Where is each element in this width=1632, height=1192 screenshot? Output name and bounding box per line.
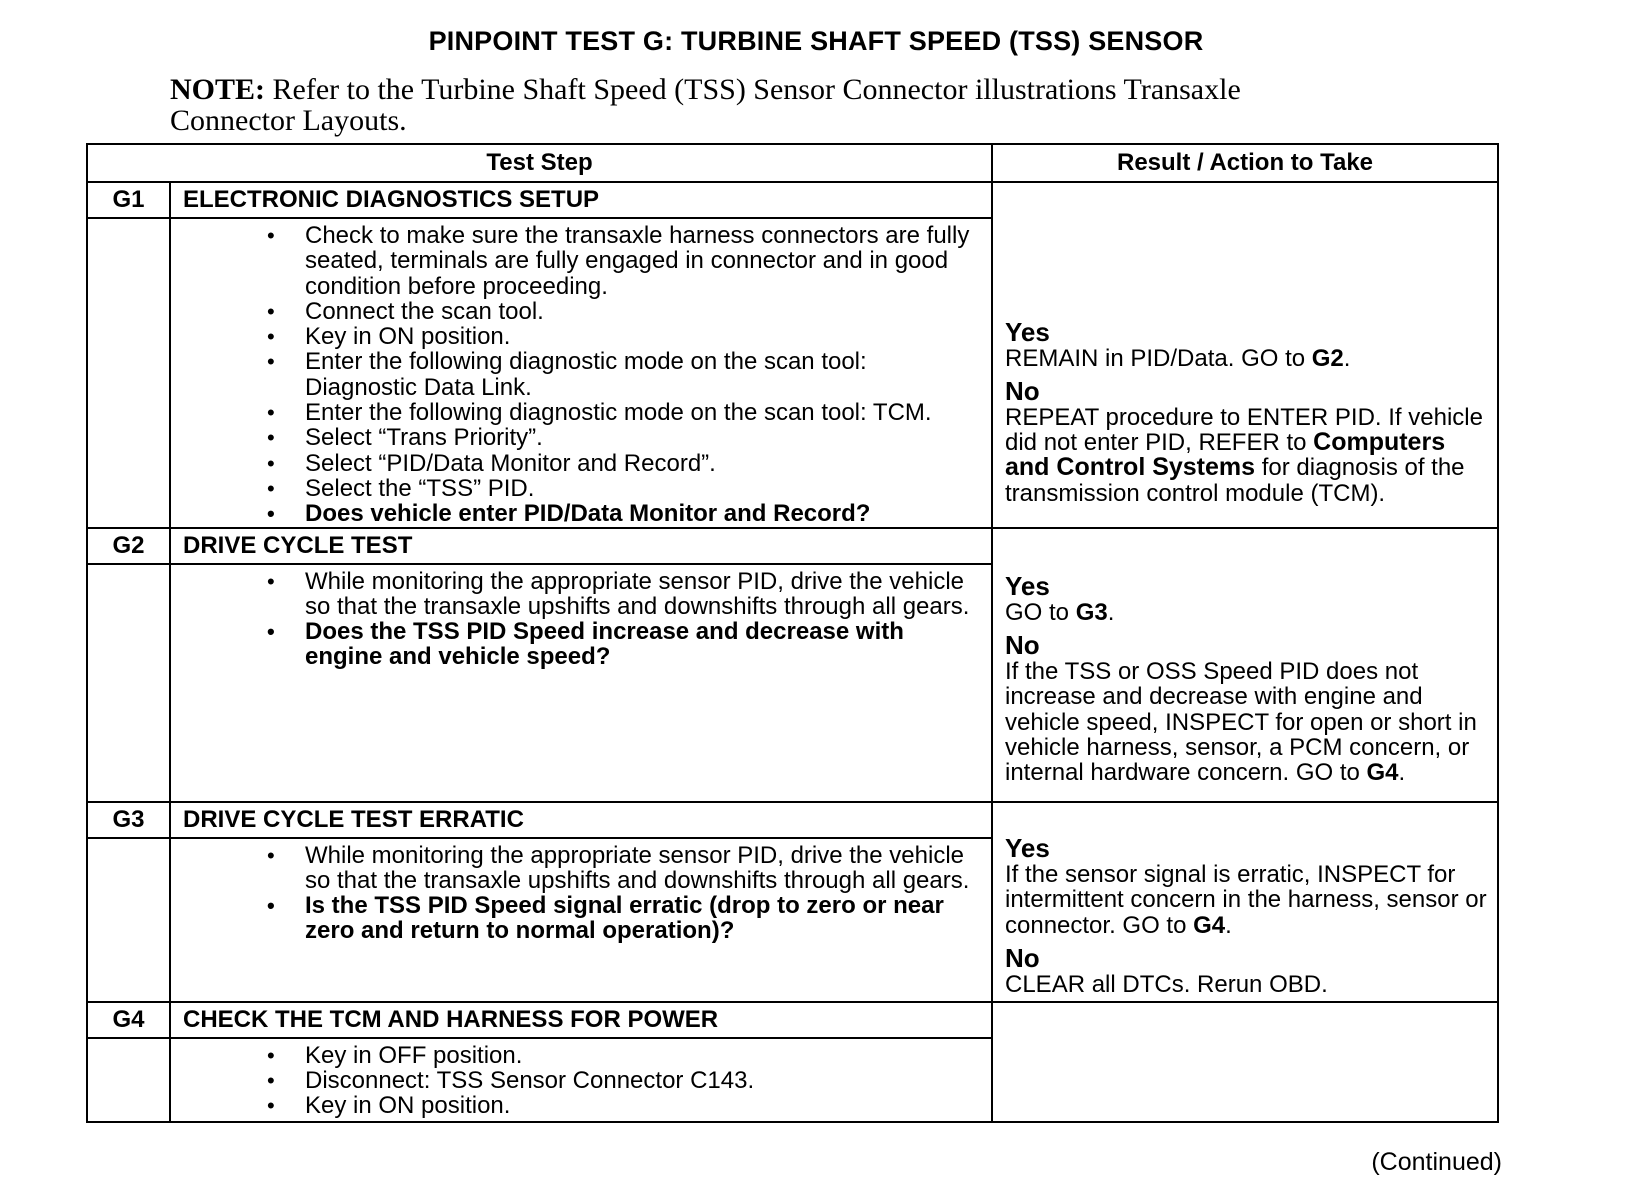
no-label: No — [1005, 629, 1040, 660]
yes-action: If the sensor signal is erratic, INSPECT for intermittent concern in the harness, sensor or connector. GO to G4. — [1005, 860, 1487, 939]
list-item: • Disconnect: TSS Sensor Connector C143. — [171, 1068, 981, 1093]
step-reference: G4 — [1366, 759, 1399, 787]
header-test-step: Test Step — [87, 144, 992, 182]
list-item: • Check to make sure the transaxle harness connectors are fully seated, terminals are fully engaged in connector and in good condition before proceeding. — [171, 223, 981, 299]
no-action: CLEAR all DTCs. Rerun OBD. — [1005, 970, 1328, 998]
yes-action: GO to G3. — [1005, 598, 1115, 626]
step-title: ELECTRONIC DIAGNOSTICS SETUP — [170, 182, 992, 218]
step-title: DRIVE CYCLE TEST ERRATIC — [170, 802, 992, 838]
step-g2-result — [992, 528, 1498, 802]
step-id: G2 — [87, 528, 170, 564]
step-title: DRIVE CYCLE TEST — [170, 528, 992, 564]
step-item-list — [171, 839, 991, 944]
step-question: • Does the TSS PID Speed increase and decrease with engine and vehicle speed? — [171, 619, 981, 670]
step-id: G4 — [87, 1002, 170, 1038]
list-item: • While monitoring the appropriate sensor PID, drive the vehicle so that the transaxle upshifts and downshifts through all gears. — [171, 569, 981, 620]
yes-action: REMAIN in PID/Data. GO to G2. — [1005, 344, 1351, 372]
step-g1-title-row — [87, 182, 1498, 218]
step-g2-title-row — [87, 528, 1498, 564]
no-label: No — [1005, 375, 1040, 406]
step-item-list — [171, 1039, 991, 1119]
step-g3-title-row — [87, 802, 1498, 838]
step-item-list — [171, 565, 991, 670]
list-item: • Key in ON position. — [171, 1093, 981, 1118]
step-id: G3 — [87, 802, 170, 838]
list-item: • Enter the following diagnostic mode on the scan tool: Diagnostic Data Link. — [171, 349, 981, 400]
step-g4-result — [992, 1002, 1498, 1122]
step-question: • Does vehicle enter PID/Data Monitor and Record? — [171, 501, 981, 526]
list-item: • Select the “TSS” PID. — [171, 476, 981, 501]
header-result: Result / Action to Take — [992, 144, 1498, 182]
step-question: • Is the TSS PID Speed signal erratic (drop to zero or near zero and return to normal operation)? — [171, 893, 981, 944]
list-item: • Select “Trans Priority”. — [171, 425, 981, 450]
reference-section: Computers and Control Systems — [1005, 428, 1446, 482]
page-title: PINPOINT TEST G: TURBINE SHAFT SPEED (TSS) SENSOR — [428, 26, 1204, 56]
step-title: CHECK THE TCM AND HARNESS FOR POWER — [170, 1002, 992, 1038]
list-item: • Enter the following diagnostic mode on the scan tool: TCM. — [171, 400, 981, 425]
step-g2-body — [170, 564, 992, 802]
no-label: No — [1005, 942, 1040, 973]
yes-label: Yes — [1005, 316, 1050, 347]
pinpoint-test-table — [86, 143, 1499, 1123]
no-action: REPEAT procedure to ENTER PID. If vehicle did not enter PID, REFER to Computers and Control Systems for diagnosis of the transmission control module (TCM). — [1005, 403, 1483, 507]
list-item: • Select “PID/Data Monitor and Record”. — [171, 451, 981, 476]
step-g3-body — [170, 838, 992, 1002]
list-item: • While monitoring the appropriate sensor PID, drive the vehicle so that the transaxle upshifts and downshifts through all gears. — [171, 843, 981, 894]
note-label: NOTE: — [170, 73, 266, 106]
yes-label: Yes — [1005, 570, 1050, 601]
continued-label: (Continued) — [1371, 1148, 1502, 1176]
list-item: • Key in OFF position. — [171, 1043, 981, 1068]
step-reference: G3 — [1075, 598, 1108, 626]
list-item: • Key in ON position. — [171, 324, 981, 349]
table-header-row — [87, 144, 1498, 182]
step-item-list — [171, 219, 991, 527]
step-g1-body — [170, 218, 992, 528]
step-reference: G4 — [1193, 911, 1226, 939]
step-g4-title-row — [87, 1002, 1498, 1038]
step-reference: G2 — [1311, 344, 1344, 372]
step-g1-result — [992, 182, 1498, 528]
no-action: If the TSS or OSS Speed PID does not increase and decrease with engine and vehicle speed, INSPECT for open or short in vehicle harness, sensor, a PCM concern, or internal hardware concern. GO to G4. — [1005, 657, 1477, 787]
step-g4-body — [170, 1038, 992, 1122]
step-g3-result — [992, 802, 1498, 1002]
yes-label: Yes — [1005, 832, 1050, 863]
note-text: Refer to the Turbine Shaft Speed (TSS) Sensor Connector illustrations Transaxle Connector Layouts. — [170, 73, 1241, 137]
note — [170, 74, 1370, 136]
step-id: G1 — [87, 182, 170, 218]
list-item: • Connect the scan tool. — [171, 299, 981, 324]
